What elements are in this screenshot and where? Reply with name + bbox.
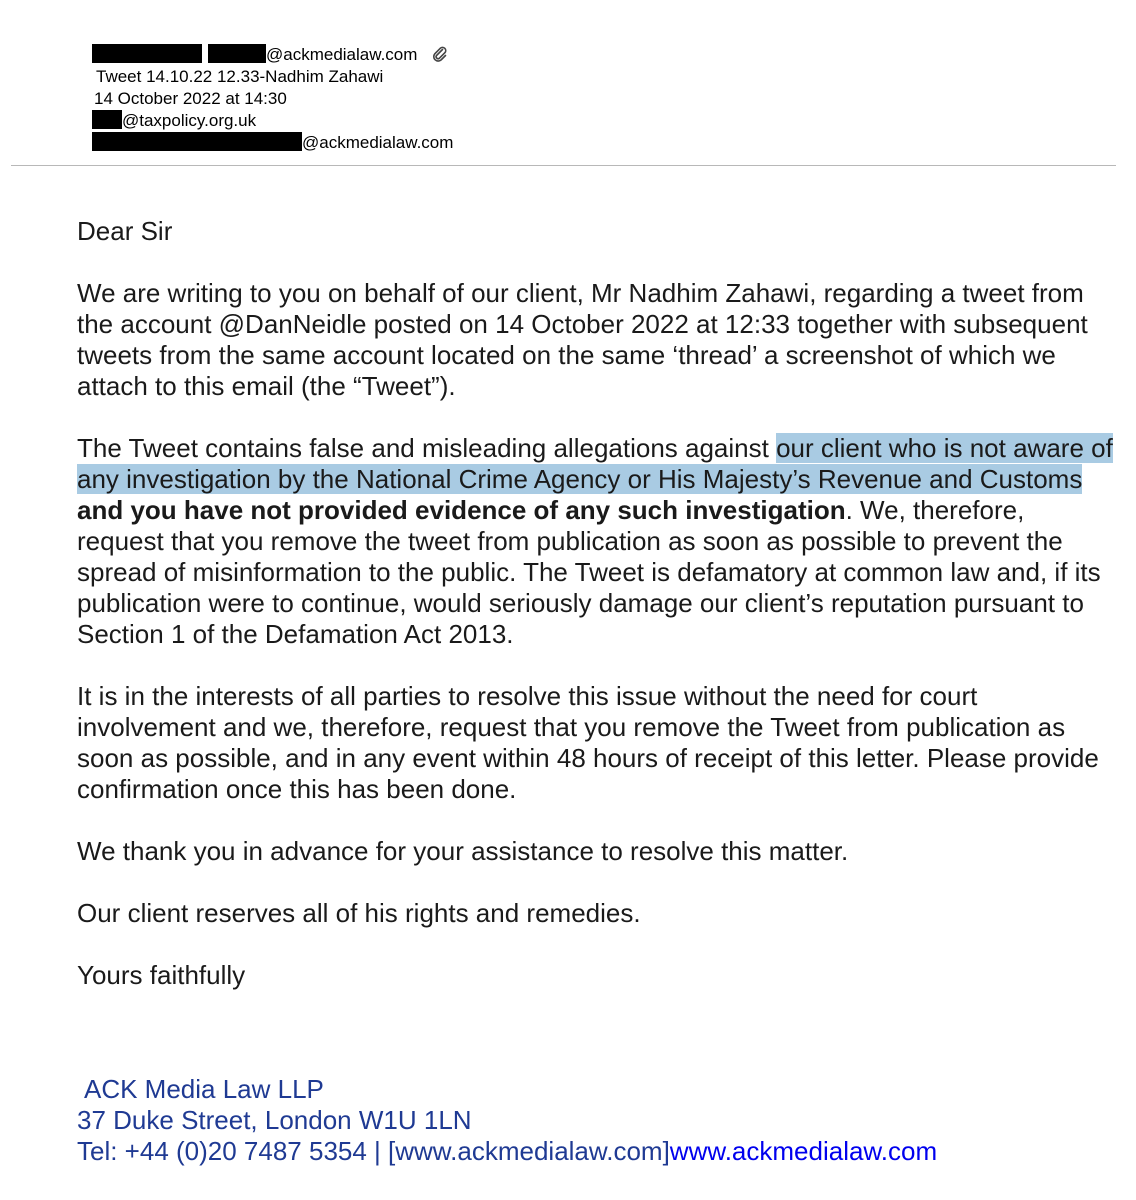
to-domain: @taxpolicy.org.uk: [122, 111, 257, 130]
date-value: 14 October 2022 at 14:30: [94, 89, 287, 108]
contact-line: [77, 1136, 937, 1167]
paragraph-3: It is in the interests of all parties to resolve this issue without the need for court involvement and we, therefore, request that you remove the Tweet from publication as soon as possible, and in any event within 48 hours of receipt of this letter. Please provide confirmation once this has been done.: [77, 681, 1099, 804]
signature-block: [77, 1074, 937, 1167]
subject-value: Tweet 14.10.22 12.33-Nadhim Zahawi: [96, 67, 384, 86]
redacted-block: [92, 132, 302, 151]
paragraph-2: [77, 433, 1117, 650]
cc-value: [92, 132, 453, 154]
paragraph-5: Our client reserves all of his rights and remedies.: [77, 898, 641, 928]
tel-text: Tel: +44 (0)20 7487 5354 | [www.ackmedialaw.com]: [77, 1136, 670, 1166]
header-divider: [11, 165, 1116, 166]
paragraph-4: We thank you in advance for your assistance to resolve this matter.: [77, 836, 849, 866]
to-value: [92, 110, 256, 132]
highlighted-text: our client who is not aware of any investigation by the National Crime Agency or His Majesty’s Revenue and Customs: [77, 433, 1113, 494]
firm-name: ACK Media Law LLP: [84, 1074, 324, 1104]
email-body: [77, 216, 1117, 1022]
redacted-block: [92, 110, 122, 129]
redacted-block: [92, 44, 202, 63]
paragraph-1: We are writing to you on behalf of our client, Mr Nadhim Zahawi, regarding a tweet from the account @DanNeidle posted on 14 October 2022 at 12:33 together with subsequent tweets from the same account located on the same ‘thread’ a screenshot of which we attach to this email (the “Tweet”).: [77, 278, 1088, 401]
cc-domain: @ackmedialaw.com: [302, 133, 454, 152]
bold-text: and you have not provided evidence of any such investigation: [77, 495, 846, 525]
paragraph-2-start: The Tweet contains false and misleading allegations against: [77, 433, 777, 463]
redacted-block: [208, 44, 266, 63]
paragraph-2-end: . We, therefore, request that you remove the tweet from publication as soon as possible to prevent the spread of misinformation to the public. The Tweet is defamatory at common law and, if its publication were to continue, would seriously damage our client’s reputation pursuant to Section 1 of the Defamation Act 2013.: [77, 495, 1101, 649]
greeting: Dear Sir: [77, 216, 173, 246]
from-domain: @ackmedialaw.com: [266, 45, 418, 64]
website-link[interactable]: www.ackmedialaw.com: [669, 1136, 938, 1166]
from-value: [92, 44, 449, 66]
paperclip-icon[interactable]: [431, 45, 449, 63]
firm-address: 37 Duke Street, London W1U 1LN: [77, 1105, 472, 1135]
closing: Yours faithfully: [77, 960, 246, 990]
